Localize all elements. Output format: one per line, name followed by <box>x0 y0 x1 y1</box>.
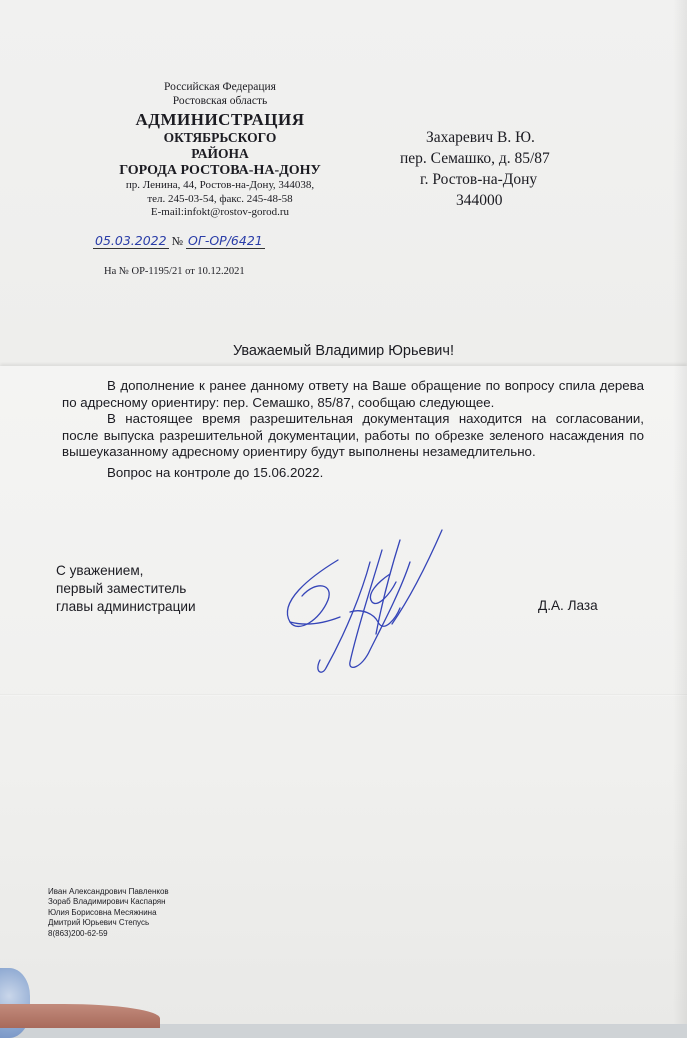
executors-list <box>48 887 169 939</box>
admin-address: пр. Ленина, 44, Ростов-на-Дону, 344038, <box>125 179 315 191</box>
admin-email: E-mail:infokt@rostov-gorod.ru <box>150 206 290 218</box>
admin-title: АДМИНИСТРАЦИЯ <box>135 110 305 129</box>
number-sign: № <box>171 234 184 248</box>
district-line-1: ОКТЯБРЬСКОГО <box>163 130 277 145</box>
letterhead <box>70 80 370 220</box>
addressee-block <box>400 127 600 211</box>
addressee-name: Захаревич В. Ю. <box>426 129 535 146</box>
body-paragraph-1: В дополнение к ранее данному ответу на Ваше обращение по вопросу спила дерева по адресному ориентиру: пер. Семашко, 85/87, сообщаю следующее. <box>62 378 644 410</box>
executor-line: Иван Александрович Павленков <box>48 887 169 896</box>
letter-body <box>62 378 644 481</box>
reply-reference: На № ОР-1195/21 от 10.12.2021 <box>104 266 245 277</box>
closing-line-3: главы администрации <box>56 599 196 614</box>
page-edge-shadow <box>673 0 687 1024</box>
admin-phones: тел. 245-03-54, факс. 245-48-58 <box>147 192 293 205</box>
body-paragraph-3: Вопрос на контроле до 15.06.2022. <box>107 464 324 480</box>
handwritten-signature <box>250 522 460 682</box>
outgoing-number: ОГ-ОР/6421 <box>188 233 263 248</box>
executor-line: Зораб Владимирович Каспарян <box>48 897 166 907</box>
region: Ростовская область <box>172 95 268 107</box>
executor-line: Дмитрий Юрьевич Степусь <box>48 918 150 928</box>
outgoing-date: 05.03.2022 <box>95 233 167 248</box>
executor-phone: 8(863)200-62-59 <box>48 928 108 938</box>
signer-name: Д.А. Лаза <box>538 598 598 613</box>
addressee-postcode: 344000 <box>456 192 503 209</box>
city-title: ГОРОДА РОСТОВА-НА-ДОНУ <box>119 163 321 178</box>
paper-fold <box>0 694 687 696</box>
addressee-city: г. Ростов-на-Дону <box>420 171 538 188</box>
closing-line-2: первый заместитель <box>56 581 187 596</box>
outgoing-reference <box>93 233 265 249</box>
country: Российская Федерация <box>164 81 276 93</box>
addressee-street: пер. Семашко, д. 85/87 <box>400 150 550 167</box>
salutation: Уважаемый Владимир Юрьевич! <box>233 343 454 359</box>
closing-block <box>56 562 196 616</box>
executor-line: Юлия Борисовна Месяжнина <box>48 907 157 917</box>
closing-line-1: С уважением, <box>56 563 144 578</box>
body-paragraph-2: В настоящее время разрешительная документация находится на согласовании, после выпуска разрешительной документации, работы по обрезке зеленого насаждения по вышеуказанному адресному ориентиру будут выполнены незамедлительно. <box>62 411 644 459</box>
district-line-2: РАЙОНА <box>191 146 249 161</box>
